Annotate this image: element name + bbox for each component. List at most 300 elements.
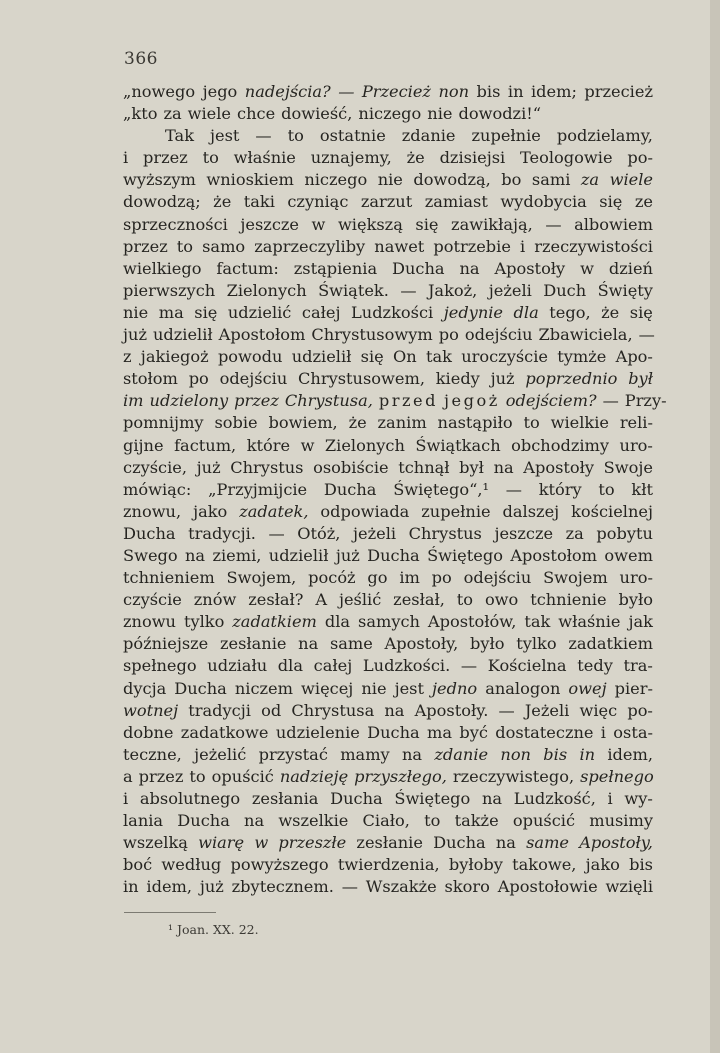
word: Ducha <box>367 545 420 565</box>
word: owo <box>484 590 519 610</box>
word: Apostoły <box>523 457 595 477</box>
word: Ducha <box>392 258 445 278</box>
word: spełnego <box>123 656 197 676</box>
word: bis <box>629 855 653 875</box>
word: dalszej <box>502 501 560 521</box>
word: jedno <box>432 678 478 698</box>
word: dowodzą, <box>413 170 491 190</box>
word: uznajemy, <box>310 148 392 168</box>
word: Ludzkości. <box>362 656 451 676</box>
word: zupełnie <box>421 501 491 521</box>
word: także <box>454 811 499 831</box>
word: pier- <box>614 678 653 698</box>
word: w <box>311 214 326 234</box>
word: tra- <box>623 656 653 676</box>
word: uro- <box>619 568 653 588</box>
word: bis <box>476 82 501 101</box>
text-line <box>123 324 653 346</box>
word: im <box>123 391 144 411</box>
word: według <box>161 855 222 875</box>
body-text <box>123 81 667 898</box>
word: na <box>401 744 423 764</box>
word: wszelką <box>123 833 188 853</box>
word: — <box>498 700 515 720</box>
word: nadejścia? <box>244 82 331 101</box>
word: — <box>545 214 562 234</box>
word: tradycji. <box>188 523 256 543</box>
word: Apostołom <box>510 545 598 565</box>
word: wiele <box>609 170 653 190</box>
word: się <box>360 347 384 367</box>
word: tradycji <box>188 700 251 720</box>
word: Świątkach <box>415 435 501 455</box>
word: Ducha <box>177 811 230 831</box>
word: in <box>123 877 139 897</box>
word: znowu <box>123 612 176 632</box>
word: wiarę <box>198 833 245 853</box>
word: czyście, <box>123 457 188 477</box>
text-line <box>123 611 653 633</box>
word: jako <box>193 501 228 521</box>
word: które <box>246 435 291 455</box>
word: jest <box>210 126 240 146</box>
word: kościelnej <box>571 501 653 521</box>
word: właśnie <box>558 612 621 632</box>
word: Jeżeli <box>524 700 570 720</box>
text-line <box>123 125 653 147</box>
word: Otóż, <box>297 523 341 543</box>
word: „kto <box>123 104 158 124</box>
word: nie <box>123 302 149 322</box>
text-line <box>123 191 653 213</box>
word: boć <box>123 855 153 875</box>
word: odejściu <box>219 369 288 389</box>
word: sami <box>531 170 571 190</box>
word: Swojem <box>543 568 608 588</box>
word: jako <box>585 855 620 875</box>
word: zesłania <box>251 789 319 808</box>
word: na <box>459 258 480 278</box>
word: jeślić <box>338 590 382 610</box>
word: skoro <box>444 877 490 897</box>
word: udzielił <box>291 347 352 367</box>
text-line <box>123 545 653 567</box>
word: Świętego <box>394 789 471 808</box>
word: Zielonych <box>324 435 405 455</box>
word: dycja <box>123 678 167 698</box>
word: zawikłają, <box>451 214 533 234</box>
word: w <box>300 435 315 455</box>
word: dla <box>513 302 539 322</box>
word: Chrystusa, <box>284 391 373 411</box>
word: opuścić <box>211 766 274 786</box>
text-line <box>123 523 653 545</box>
word: bowiem, <box>268 413 338 433</box>
word: pocóż <box>308 568 356 588</box>
text-line <box>123 788 653 810</box>
word: jeżelić <box>194 744 247 764</box>
word: późniejsze <box>123 634 209 654</box>
word: — <box>255 126 272 146</box>
text-line <box>123 744 653 766</box>
word: tak <box>524 612 551 632</box>
word: pierwszych <box>123 280 216 300</box>
word: Apostoły, <box>384 634 459 654</box>
word: było <box>470 634 505 654</box>
word: Przecież <box>361 82 431 101</box>
word: Apostoły. <box>414 700 489 720</box>
word: się <box>415 214 439 234</box>
word: owej <box>568 678 607 698</box>
word: to <box>287 126 304 146</box>
word: mamy <box>340 744 390 764</box>
word: to <box>456 590 474 610</box>
word: zanim <box>377 413 427 433</box>
word: zesłał, <box>393 590 445 610</box>
word: chce <box>237 104 276 124</box>
word: udzielony <box>149 391 229 411</box>
word: bis <box>543 744 568 764</box>
word: Ducha <box>123 523 176 543</box>
word: dowodzą; <box>123 192 201 212</box>
word: Ducha <box>330 789 383 808</box>
word: że <box>348 413 367 433</box>
word: był <box>628 369 653 389</box>
word: Ciało, <box>362 811 410 831</box>
word: obchodzimy <box>511 435 610 455</box>
word: w <box>580 258 594 278</box>
text-line <box>123 876 653 898</box>
word: factum, <box>174 435 237 455</box>
word: Ducha <box>174 678 227 698</box>
word: tchnął <box>398 457 450 477</box>
word: przed <box>378 391 438 411</box>
text-line <box>123 766 653 788</box>
word: kłt <box>631 479 653 499</box>
word: przez <box>123 236 168 256</box>
word: zstąpienia <box>293 258 378 278</box>
word: samych <box>358 612 420 632</box>
word: tego, <box>549 302 591 322</box>
word: odejściu <box>464 325 533 345</box>
text-line <box>123 722 653 744</box>
word: — <box>638 325 655 345</box>
word: — <box>602 391 619 411</box>
word: uro- <box>619 435 653 455</box>
word: byłoby <box>448 855 503 875</box>
word: za <box>565 523 584 543</box>
word: tylko <box>183 612 225 632</box>
word: zadatkowe <box>180 722 269 742</box>
word: im <box>399 568 420 588</box>
word: i <box>123 789 129 808</box>
text-line <box>123 346 653 368</box>
word: mówiąc: <box>123 479 192 499</box>
word: jakiegoż <box>140 347 209 367</box>
word: zadatek, <box>239 501 309 521</box>
word: idem; <box>530 82 577 101</box>
word: nadzieję <box>279 766 349 786</box>
word: nawet <box>374 236 425 256</box>
word: takowe, <box>512 855 577 875</box>
word: wydobycia <box>500 192 587 212</box>
word: przystać <box>258 744 328 764</box>
text-line <box>123 435 653 457</box>
word: Swoje <box>603 457 653 477</box>
text-line <box>123 567 653 589</box>
word: potrzebie <box>433 236 511 256</box>
word: spełnego <box>580 766 654 786</box>
text-line <box>123 280 653 302</box>
word: tylko <box>516 634 557 654</box>
word: odejściem? <box>505 391 597 411</box>
text-line <box>123 302 653 324</box>
word: osobiście <box>313 457 389 477</box>
word: po- <box>627 700 653 720</box>
word: po- <box>627 148 653 168</box>
word: zadatkiem <box>568 634 653 654</box>
word: i <box>600 722 606 742</box>
word: ze <box>634 192 653 212</box>
word: jeszcze <box>494 523 554 543</box>
word: zdanie <box>401 126 456 146</box>
word: poprzednio <box>525 369 618 389</box>
word: wzięli <box>605 877 653 897</box>
word: powodu <box>217 347 283 367</box>
word: kiedy <box>435 369 480 389</box>
word: przez <box>143 148 188 168</box>
word: podzielamy, <box>556 126 653 146</box>
word: pobytu <box>596 523 653 543</box>
word: in <box>579 744 596 764</box>
word: który <box>538 479 582 499</box>
word: wszelkie <box>278 811 349 831</box>
word: Duch <box>543 280 587 300</box>
word: albowiem <box>574 214 653 234</box>
word: Zielonych <box>226 280 307 300</box>
word: non <box>438 82 470 101</box>
word: jeżeli <box>353 523 397 543</box>
word: przeszłe <box>278 833 347 853</box>
word: już <box>335 545 360 565</box>
word: że <box>406 148 425 168</box>
word: przez <box>138 766 184 786</box>
word: dowodzi!“ <box>458 104 542 124</box>
word: to <box>523 413 540 433</box>
word: rzeczywistego, <box>452 766 575 786</box>
word: factum: <box>216 258 279 278</box>
word: — <box>268 523 285 543</box>
text-line <box>123 169 653 191</box>
word: — <box>400 280 417 300</box>
word: był <box>459 457 484 477</box>
word: powyższego <box>230 855 329 875</box>
word: nastąpiło <box>437 413 513 433</box>
word: już <box>123 325 147 345</box>
word: idem, <box>146 877 193 897</box>
word: dowieść, <box>281 104 353 124</box>
word: zadatkiem <box>232 612 317 632</box>
word: Swojem, <box>226 568 297 588</box>
word: Święty <box>597 280 653 300</box>
text-line <box>123 368 653 390</box>
word: to <box>424 811 441 831</box>
word: zbytecznem. <box>231 877 334 897</box>
word: na <box>298 634 319 654</box>
word: było <box>618 590 653 610</box>
text-line <box>123 457 653 479</box>
text-line <box>123 103 653 125</box>
word: absolutnego <box>139 789 241 808</box>
word: w <box>254 833 269 853</box>
word: Ludzkości <box>351 302 434 322</box>
word: twierdzenia, <box>337 855 440 875</box>
word: rzeczywistości <box>534 236 653 256</box>
word: — <box>341 877 358 897</box>
word: uroczyście <box>461 347 548 367</box>
word: Chrystusowem, <box>298 369 425 389</box>
word: sprzeczności <box>123 214 228 234</box>
word: nie <box>361 678 387 698</box>
word: Teologowie <box>520 148 613 168</box>
word: tchnieniem <box>123 568 215 588</box>
word: jego <box>202 82 238 101</box>
word: jeżeli <box>488 280 532 300</box>
word: wielkiego <box>123 258 202 278</box>
word: Apostoły, <box>579 833 653 853</box>
word: dostateczne <box>495 722 594 742</box>
text-line <box>123 412 653 434</box>
word: na <box>481 789 503 808</box>
word: więc <box>579 700 618 720</box>
word: tymże <box>557 347 607 367</box>
word: udzielił <box>268 545 329 565</box>
word: Ducha <box>367 722 420 742</box>
word: — <box>460 656 478 676</box>
word: jeszcze <box>240 214 299 234</box>
word: odejściu <box>463 568 532 588</box>
word: dzisiejsi <box>439 148 506 168</box>
word: osta- <box>613 722 653 742</box>
word: udziału <box>207 656 268 676</box>
word: idem, <box>607 744 653 764</box>
word: musimy <box>589 811 653 831</box>
word: większą <box>337 214 403 234</box>
word: reli- <box>619 413 653 433</box>
word: że <box>213 192 232 212</box>
word: całej <box>301 302 341 322</box>
word: tak <box>425 347 452 367</box>
text-line <box>123 633 653 655</box>
word: właśnie <box>233 148 296 168</box>
word: udzielenie <box>275 722 360 742</box>
word: przecież <box>584 82 653 101</box>
word: z <box>123 347 132 367</box>
word: czyście <box>123 590 182 610</box>
word: i <box>519 236 526 256</box>
footnote-rule <box>124 912 216 913</box>
word: Zbawiciela, <box>538 325 633 345</box>
word: nie <box>377 170 403 190</box>
word: jegoż <box>443 391 500 411</box>
word: to <box>598 479 615 499</box>
text-line <box>123 258 653 280</box>
word: się <box>629 302 653 322</box>
text-line <box>123 700 653 722</box>
word: owem <box>604 545 653 565</box>
word: Apo- <box>615 347 653 367</box>
word: — <box>338 82 355 101</box>
word: Przy- <box>624 391 667 411</box>
word: na <box>495 833 516 853</box>
word: „nowego <box>123 82 196 101</box>
word: przez <box>234 391 279 411</box>
word: zesłanie <box>356 833 423 853</box>
word: sobie <box>214 413 258 433</box>
word: gijne <box>123 435 164 455</box>
text-line <box>123 390 667 412</box>
word: tedy <box>577 656 613 676</box>
word: się <box>599 192 623 212</box>
word: analogon <box>485 678 561 698</box>
word: to <box>189 766 206 786</box>
word: jak <box>628 612 653 632</box>
text-line <box>123 678 653 700</box>
word: więcej <box>301 678 354 698</box>
word: na <box>384 700 405 720</box>
text-line <box>123 589 653 611</box>
word: być <box>459 722 488 742</box>
word: Wszakże <box>365 877 437 897</box>
word: zupełnie <box>471 126 541 146</box>
text-line <box>123 810 653 832</box>
word: nie <box>427 104 453 124</box>
word: i <box>123 148 129 168</box>
word: się <box>194 302 218 322</box>
word: a <box>123 766 133 786</box>
word: go <box>367 568 388 588</box>
word: zamiast <box>424 192 488 212</box>
word: niczego <box>358 104 422 124</box>
word: Apostołów, <box>427 612 517 632</box>
word: Jakoż, <box>427 280 478 300</box>
word: tchnienie <box>530 590 607 610</box>
word: stołom <box>123 369 178 389</box>
word: ziemi, <box>212 545 262 565</box>
word: A <box>315 590 328 610</box>
word: Ducha <box>323 479 377 499</box>
word: Ducha <box>433 833 486 853</box>
word: na <box>185 545 206 565</box>
word: przyszłego, <box>354 766 447 786</box>
page-edge <box>710 0 720 1053</box>
word: Swego <box>123 545 178 565</box>
word: po <box>188 369 209 389</box>
word: za <box>580 170 600 190</box>
word: opuścić <box>512 811 576 831</box>
word: — <box>505 479 522 499</box>
word: już <box>199 877 224 897</box>
word: wnioskiem <box>206 170 294 190</box>
word: Chrystusowym <box>311 325 433 345</box>
word: same <box>329 634 373 654</box>
word: Chrystusa <box>291 700 375 720</box>
text-line <box>123 501 653 523</box>
text-line <box>123 236 653 258</box>
text-line <box>123 854 653 876</box>
word: ma <box>427 722 453 742</box>
word: znowu, <box>123 501 182 521</box>
